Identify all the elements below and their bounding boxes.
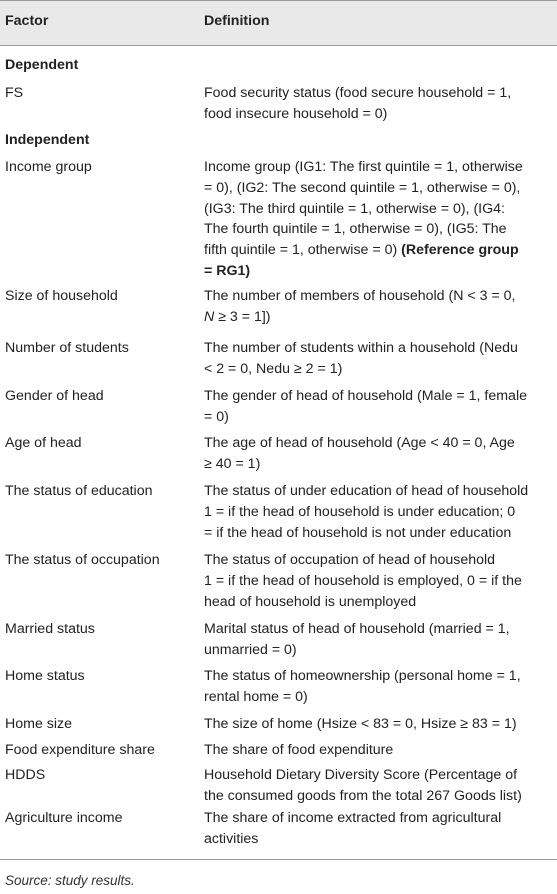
definition-line (204, 261, 554, 282)
factor-cell: FS (5, 85, 24, 101)
reference-group-bold: = RG1) (204, 262, 251, 279)
section-dependent: Dependent (5, 57, 79, 73)
factor-cell: Size of household (5, 288, 118, 304)
definition-line: = if the head of household is not under education (204, 524, 512, 541)
definition-line: The number of students within a household (Nedu (204, 340, 518, 356)
definition-line: The fourth quintile = 1, otherwise = 0), (IG5: The (204, 221, 507, 238)
factor-cell: Gender of head (5, 388, 104, 404)
factor-cell: HDDS (5, 767, 46, 783)
table-bottom-rule (0, 859, 557, 860)
definition-cell (204, 338, 554, 380)
factor-cell: The status of occupation (5, 552, 160, 568)
definition-cell (204, 83, 554, 125)
factor-cell: Home size (5, 716, 73, 732)
definition-cell (204, 481, 554, 543)
definition-line: The share of food expenditure (204, 742, 394, 758)
factor-cell: Food expenditure share (5, 742, 155, 758)
definition-line: = 0) (204, 408, 229, 425)
header-definition: Definition (204, 13, 270, 29)
definition-line: 1 = if the head of household is under education; 0 (204, 503, 516, 520)
definition-line: rental home = 0) (204, 688, 308, 705)
definition-line: The share of income extracted from agricultural (204, 810, 502, 826)
definition-cell (204, 550, 554, 612)
definition-line: The status of occupation of head of household (204, 552, 496, 568)
definition-line: The size of home (Hsize < 83 = 0, Hsize ≥ 83 = 1) (204, 716, 517, 732)
definition-cell (204, 740, 554, 761)
source-note: Source: study results. (5, 873, 135, 888)
factor-cell: Agriculture income (5, 810, 123, 826)
factor-cell: Income group (5, 159, 92, 175)
table-header (0, 0, 557, 46)
definition-cell (204, 157, 554, 282)
definition-line: The number of members of household (N < 3 = 0, (204, 288, 516, 304)
definition-line: = 0), (IG2: The second quintile = 1, otherwise = 0), (204, 179, 521, 196)
header-factor: Factor (5, 13, 49, 29)
definition-line: 1 = if the head of household is employed, 0 = if the (204, 572, 522, 589)
italic-n: N (204, 308, 215, 325)
definition-line: Income group (IG1: The first quintile = 1, otherwise (204, 159, 523, 175)
definition-cell (204, 765, 554, 807)
definition-cell (204, 808, 554, 850)
definition-line: The age of head of household (Age < 40 = 0, Age (204, 435, 515, 451)
definition-cell (204, 714, 554, 735)
definition-line: the consumed goods from the total 267 Goods list) (204, 787, 522, 804)
factor-cell: Married status (5, 621, 95, 637)
definition-line: activities (204, 830, 259, 847)
definition-line: The status of under education of head of household (204, 483, 529, 499)
definition-line: < 2 = 0, Nedu ≥ 2 = 1) (204, 360, 343, 377)
definition-cell (204, 386, 554, 428)
definition-cell (204, 666, 554, 708)
definition-line: head of household is unemployed (204, 593, 417, 610)
factor-cell: The status of education (5, 483, 153, 499)
factor-cell: Age of head (5, 435, 82, 451)
definition-line: The status of homeownership (personal home = 1, (204, 668, 521, 684)
definition-line: (IG3: The third quintile = 1, otherwise = 0), (IG4: (204, 200, 505, 217)
definition-line: Food security status (food secure household = 1, (204, 85, 512, 101)
definition-cell (204, 433, 554, 475)
factor-cell: Home status (5, 668, 85, 684)
definition-line: ≥ 40 = 1) (204, 455, 261, 472)
definition-line: Marital status of head of household (married = 1, (204, 621, 510, 637)
definition-line: food insecure household = 0) (204, 105, 388, 122)
definition-cell (204, 286, 554, 328)
factor-cell: Number of students (5, 340, 129, 356)
definition-line: fifth quintile = 1, otherwise = 0) (Reference group (204, 242, 519, 259)
section-independent: Independent (5, 132, 90, 148)
definition-line: Household Dietary Diversity Score (Percentage of (204, 767, 518, 783)
definition-cell (204, 619, 554, 661)
definition-line: unmarried = 0) (204, 641, 297, 658)
reference-group-bold: (Reference group (401, 242, 519, 259)
definition-line: N ≥ 3 = 1]) (204, 308, 271, 325)
definition-line: The gender of head of household (Male = 1, female (204, 388, 527, 404)
